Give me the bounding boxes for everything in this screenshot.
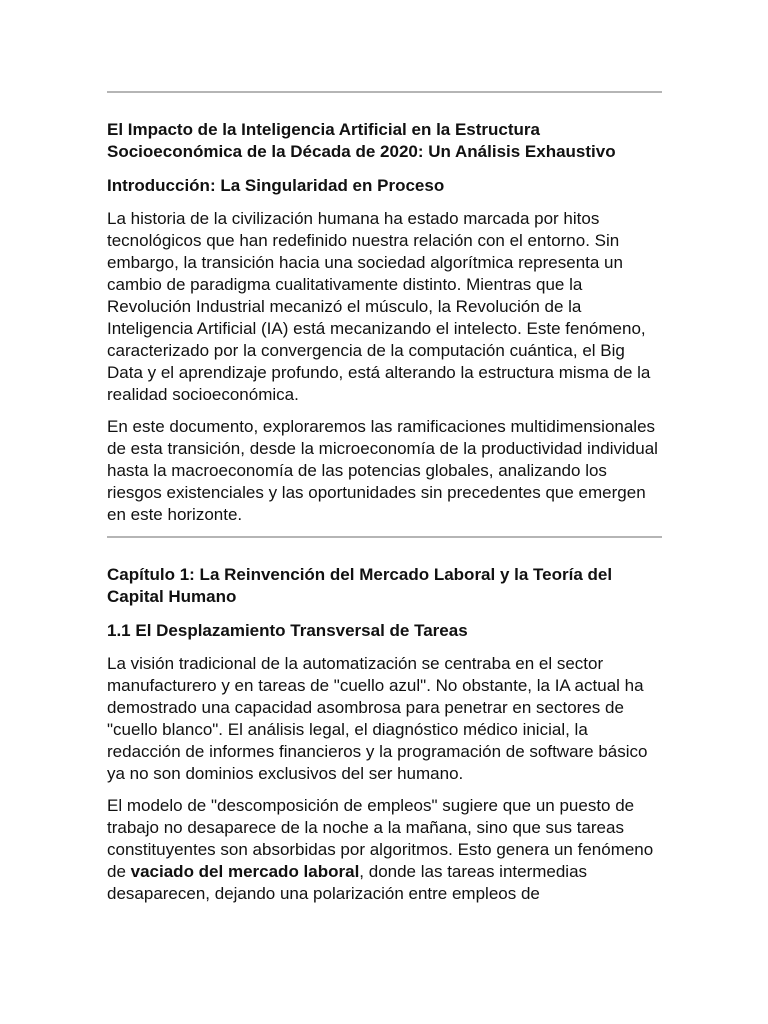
document-title: El Impacto de la Inteligencia Artificial en la Estructura Socioeconómica de la Década de 2020: Un Análisis Exhaustivo [107,120,616,161]
document-content [107,91,662,915]
intro-heading: Introducción: La Singularidad en Proceso [107,176,445,195]
emphasis-term: vaciado del mercado laboral [130,862,360,881]
paragraph-text-after: , donde las tareas intermedias desaparecen, dejando una polarización entre empleos de [107,862,588,903]
section-1-1-paragraph-2 [107,795,662,905]
top-divider [107,91,662,93]
intro-paragraph-1: La historia de la civilización humana ha estado marcada por hitos tecnológicos que han redefinido nuestra relación con el entorno. Sin embargo, la transición hacia una sociedad algorítmica representa un cambio de paradigma cualitativamente distinto. Mientras que la Revolución Industrial mecanizó el músculo, la Revolución de la Inteligencia Artificial (IA) está mecanizando el intelecto. Este fenómeno, caracterizado por la convergencia de la computación cuántica, el Big Data y el aprendizaje profundo, está alterando la estructura misma de la realidad socioeconómica. [107,209,651,404]
section-1-1-paragraph-1: La visión tradicional de la automatización se centraba en el sector manufacturero y en tareas de "cuello azul". No obstante, la IA actual ha demostrado una capacidad asombrosa para penetrar en sectores de "cuello blanco". El análisis legal, el diagnóstico médico inicial, la redacción de informes financieros y la programación de software básico ya no son dominios exclusivos del ser humano. [107,654,648,783]
paragraph-text-before: El modelo de "descomposición de empleos" sugiere que un puesto de trabajo no desaparece de la noche a la mañana, sino que sus tareas constituyentes son absorbidas por algoritmos. Esto genera un fenómeno de [107,796,654,881]
intro-paragraph-2: En este documento, exploraremos las ramificaciones multidimensionales de esta transición, desde la microeconomía de la productividad individual hasta la macroeconomía de las potencias globales, analizando los riesgos existenciales y las oportunidades sin precedentes que emergen en este horizonte. [107,417,658,524]
section-1-1-heading: 1.1 El Desplazamiento Transversal de Tareas [107,621,468,640]
chapter-1-title: Capítulo 1: La Reinvención del Mercado Laboral y la Teoría del Capital Humano [107,565,613,606]
section-divider [107,536,662,538]
